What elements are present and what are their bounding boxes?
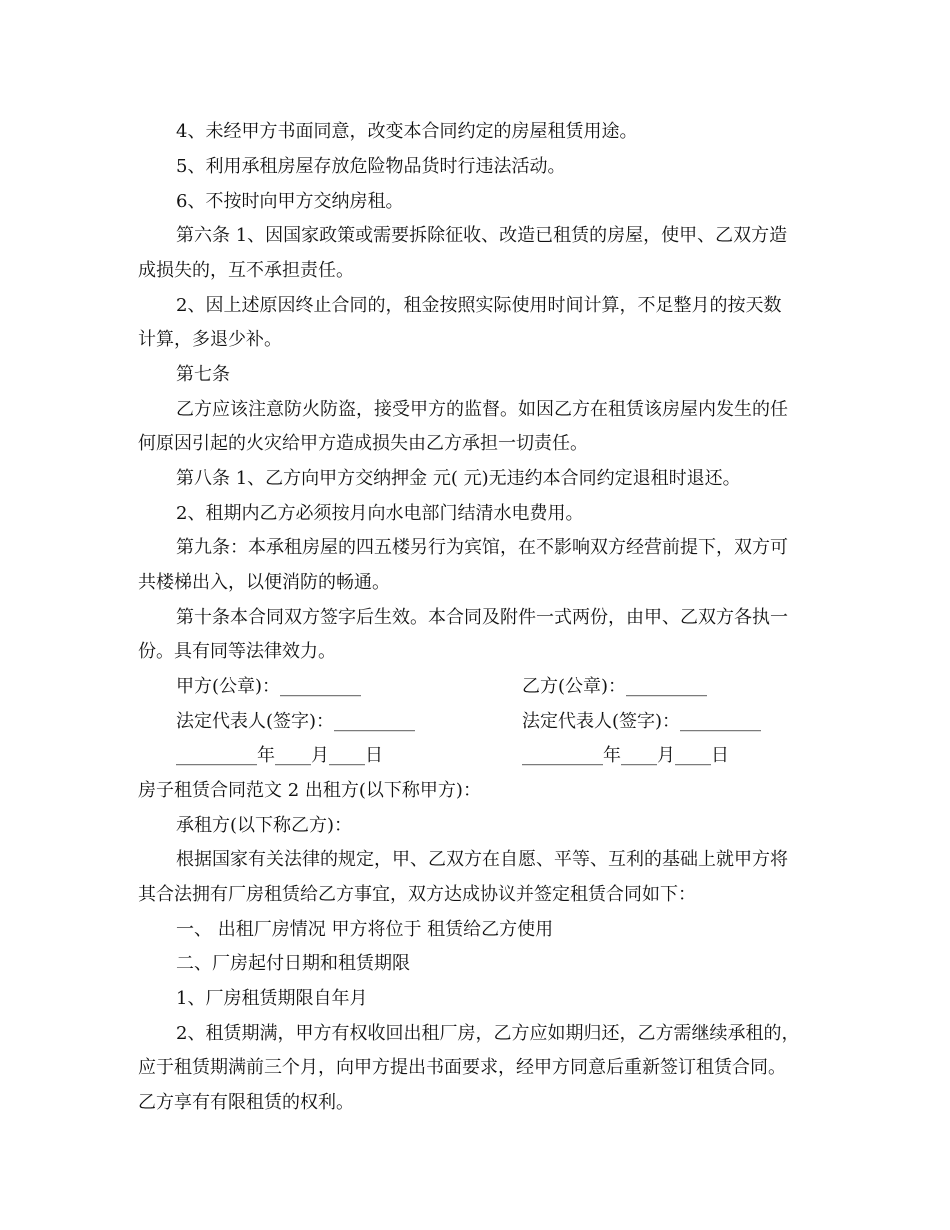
- clause-line: 1、厂房租赁期限自年月: [176, 988, 368, 1009]
- clause-line: 乙方享有有限租赁的权利。: [138, 1092, 354, 1113]
- party-b-representative: 法定代表人(签字)：_________: [522, 711, 762, 732]
- clause-line: 2、因上述原因终止合同的，租金按照实际使用时间计算，不足整月的按天数: [176, 295, 782, 316]
- clause-line: 其合法拥有厂房租赁给乙方事宜，双方达成协议并签定租赁合同如下：: [138, 884, 696, 905]
- clause-line: 第八条 1、乙方向甲方交纳押金 元( 元)无违约本合同约定退租时退还。: [176, 468, 741, 489]
- clause-line: 4、未经甲方书面同意，改变本合同约定的房屋租赁用途。: [176, 121, 638, 142]
- clause-line: 乙方应该注意防火防盗，接受甲方的监督。如因乙方在租赁该房屋内发生的任: [176, 399, 788, 420]
- clause-line: 第十条本合同双方签字后生效。本合同及附件一式两份，由甲、乙双方各执一: [176, 607, 788, 628]
- clause-line: 5、利用承租房屋存放危险物品货时行违法活动。: [176, 156, 566, 177]
- clause-line: 2、租期内乙方必须按月向水电部门结清水电费用。: [176, 503, 584, 524]
- clause-line: 2、租赁期满，甲方有权收回出租厂房，乙方应如期归还，乙方需继续承租的，: [176, 1023, 800, 1044]
- clause-line: 计算，多退少补。: [138, 329, 282, 350]
- clause-line: 一、 出租厂房情况 甲方将位于 租赁给乙方使用: [176, 919, 554, 940]
- section-title: 房子租赁合同范文 2 出租方(以下称甲方)：: [138, 780, 481, 801]
- clause-line: 二、厂房起付日期和租赁期限: [176, 953, 410, 974]
- party-b-date: _________年____月____日: [522, 745, 729, 766]
- clause-line: 共楼梯出入，以便消防的畅通。: [138, 572, 390, 593]
- party-a-representative: 法定代表人(签字)：_________: [176, 711, 416, 732]
- clause-line: 何原因引起的火灾给甲方造成损失由乙方承担一切责任。: [138, 433, 588, 454]
- party-b-seal: 乙方(公章)：_________: [522, 676, 708, 697]
- clause-heading: 第七条: [176, 364, 230, 385]
- clause-line: 根据国家有关法律的规定，甲、乙双方在自愿、平等、互利的基础上就甲方将: [176, 849, 788, 870]
- clause-line: 成损失的，互不承担责任。: [138, 260, 354, 281]
- clause-line: 承租方(以下称乙方)：: [176, 815, 353, 836]
- clause-line: 第九条：本承租房屋的四五楼另行为宾馆，在不影响双方经营前提下，双方可: [176, 537, 788, 558]
- clause-line: 应于租赁期满前三个月，向甲方提出书面要求，经甲方同意后重新签订租赁合同。: [138, 1057, 786, 1078]
- clause-line: 6、不按时向甲方交纳房租。: [176, 191, 404, 212]
- party-a-seal: 甲方(公章)：_________: [176, 676, 362, 697]
- clause-line: 份。具有同等法律效力。: [138, 641, 336, 662]
- party-a-date: _________年____月____日: [176, 745, 383, 766]
- clause-line: 第六条 1、因国家政策或需要拆除征收、改造已租赁的房屋，使甲、乙双方造: [176, 225, 788, 246]
